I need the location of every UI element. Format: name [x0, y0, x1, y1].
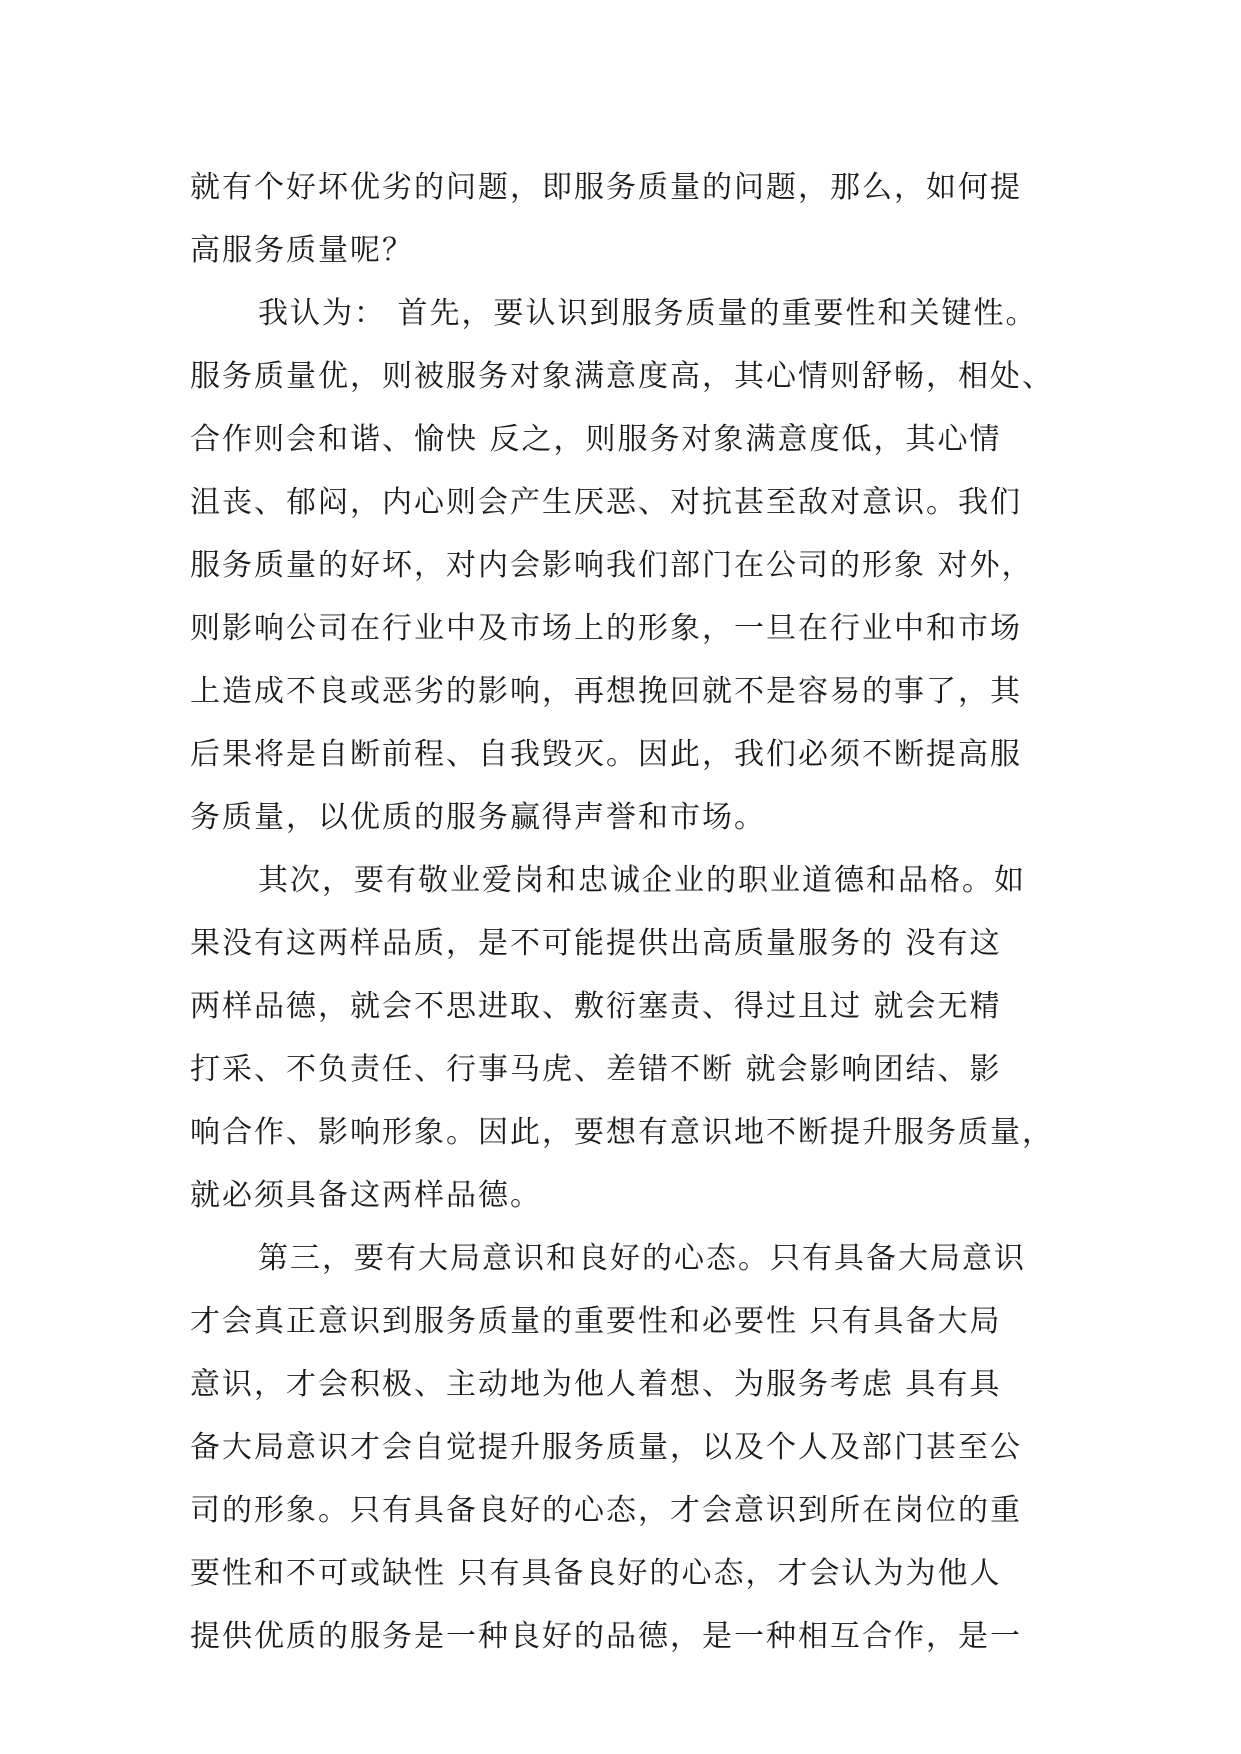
- text-line: 要性和不可或缺性 只有具备良好的心态，才会认为为他人: [190, 1556, 1002, 1591]
- text-line: 意识，才会积极、主动地为他人着想、为服务考虑 具有具: [190, 1367, 1002, 1402]
- text-line: 上造成不良或恶劣的影响，再想挽回就不是容易的事了，其: [190, 674, 1022, 709]
- text-line: 备大局意识才会自觉提升服务质量，以及个人及部门甚至公: [190, 1430, 1022, 1465]
- text-line: 后果将是自断前程、自我毁灭。因此，我们必须不断提高服: [190, 737, 1022, 772]
- paragraph-start-line: 其次，要有敬业爱岗和忠诚企业的职业道德和品格。如: [258, 863, 1026, 898]
- text-line: 果没有这两样品质，是不可能提供出高质量服务的 没有这: [190, 926, 1002, 961]
- paragraph-start-line: 第三，要有大局意识和良好的心态。只有具备大局意识: [258, 1241, 1026, 1276]
- text-line: 高服务质量呢？: [190, 233, 414, 268]
- text-line: 两样品德，就会不思进取、敷衍塞责、得过且过 就会无精: [190, 989, 1002, 1024]
- text-line: 打采、不负责任、行事马虎、差错不断 就会影响团结、影: [190, 1052, 1002, 1087]
- text-line: 合作则会和谐、愉快 反之，则服务对象满意度低，其心情: [190, 422, 1002, 457]
- text-line: 服务质量的好坏，对内会影响我们部门在公司的形象 对外，: [190, 548, 1034, 583]
- text-line: 服务质量优，则被服务对象满意度高，其心情则舒畅，相处、: [190, 359, 1054, 394]
- text-line: 沮丧、郁闷，内心则会产生厌恶、对抗甚至敌对意识。我们: [190, 485, 1022, 520]
- body-text: [190, 156, 1054, 1668]
- text-line: 提供优质的服务是一种良好的品德，是一种相互合作，是一: [190, 1619, 1022, 1654]
- text-line: 就有个好坏优劣的问题，即服务质量的问题，那么，如何提: [190, 170, 1022, 205]
- text-line: 则影响公司在行业中及市场上的形象，一旦在行业中和市场: [190, 611, 1022, 646]
- text-line: 司的形象。只有具备良好的心态，才会意识到所在岗位的重: [190, 1493, 1022, 1528]
- paragraph-start-line: 我认为： 首先，要认识到服务质量的重要性和关键性。: [258, 296, 1038, 331]
- text-line: 响合作、影响形象。因此，要想有意识地不断提升服务质量，: [190, 1115, 1054, 1150]
- text-line: 务质量，以优质的服务赢得声誉和市场。: [190, 800, 766, 835]
- text-line: 才会真正意识到服务质量的重要性和必要性 只有具备大局: [190, 1304, 1002, 1339]
- text-line: 就必须具备这两样品德。: [190, 1178, 542, 1213]
